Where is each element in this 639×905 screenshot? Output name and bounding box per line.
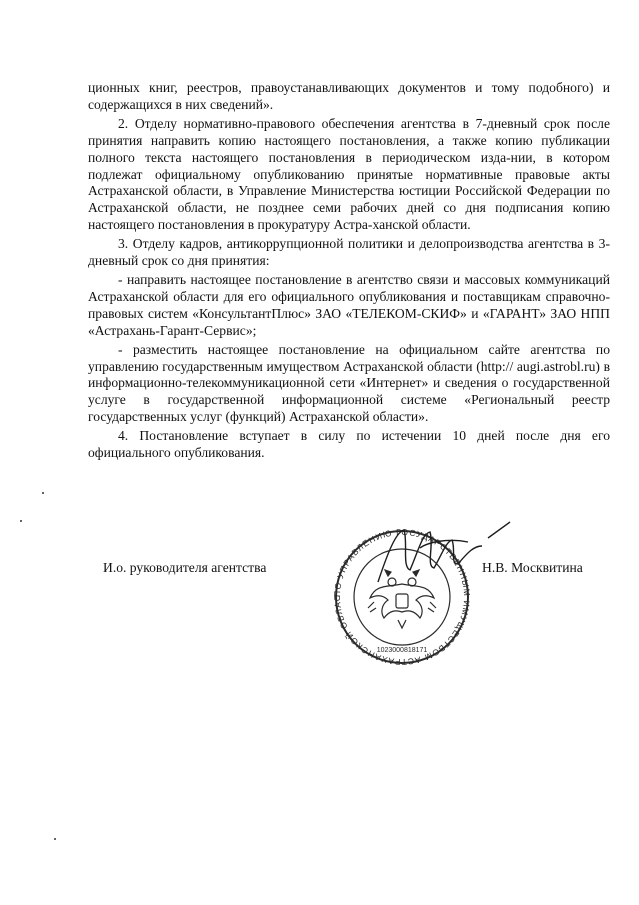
seal-and-signature-graphic (318, 512, 518, 672)
signatory-position: И.о. руководителя агентства (103, 560, 267, 575)
scan-speck (54, 838, 56, 840)
paragraph-continuation: ционных книг, реестров, правоустанавливающих документов и тому подобного) и содержащихся в них сведений». (88, 80, 610, 112)
document-body (88, 80, 610, 464)
seal-ring-text: ПО УПРАВЛЕНИЮ ГОСУДАРСТВЕННЫМ ИМУЩЕСТВОМ АСТРАХАНСКОЙ ОБЛАС (331, 526, 473, 668)
signatory-name: Н.В. Москвитина (482, 560, 583, 575)
paragraph-4: 4. Постановление вступает в силу по истечении 10 дней после дня его официального опубликования. (88, 428, 610, 461)
paragraph-3-item-2: - разместить настоящее постановление на официальном сайте агентства по управлению государственным имуществом Астраханской области (http:// augi.astrobl.ru) в информационно-телекоммуникационной сети «Интернет» и сведения о государственной услуге в государственной информационной системе «Региональный реестр государственных услуг (функций) Астраханской области». (88, 341, 610, 425)
paragraph-3: 3. Отделу кадров, антикоррупционной политики и делопроизводства агентства в 3-дневный срок со дня принятия: (88, 236, 610, 269)
scan-speck (42, 492, 44, 494)
seal-inner-ring (354, 549, 450, 645)
coat-of-arms-icon (368, 570, 436, 628)
seal-number: 1023000818171 (376, 647, 428, 654)
official-seal (318, 512, 518, 677)
scan-speck (20, 520, 22, 522)
paragraph-2: 2. Отделу нормативно-правового обеспечения агентства в 7-дневный срок после принятия направить копию настоящего постановления, а также копию публикации полного текста настоящего постановления в периодическом изда-нии, в котором подлежат официальному опубликованию принятые нормативные правовые акты Астраханской области, в Управление Министерства юстиции Российской Федерации по Астраханской области, не позднее семи рабочих дней со дня подписания копию настоящего постановления в прокуратуру Астра-ханской области. (88, 115, 610, 233)
paragraph-3-item-1: - направить настоящее постановление в агентство связи и массовых коммуникаций Астраханской области для его официального опубликования и поставщикам справочно-правовых систем «КонсультантПлюс» ЗАО «ТЕЛЕКОМ-СКИФ» и «ГАРАНТ» ЗАО НПП «Астрахань-Гарант-Сервис»; (88, 271, 610, 338)
